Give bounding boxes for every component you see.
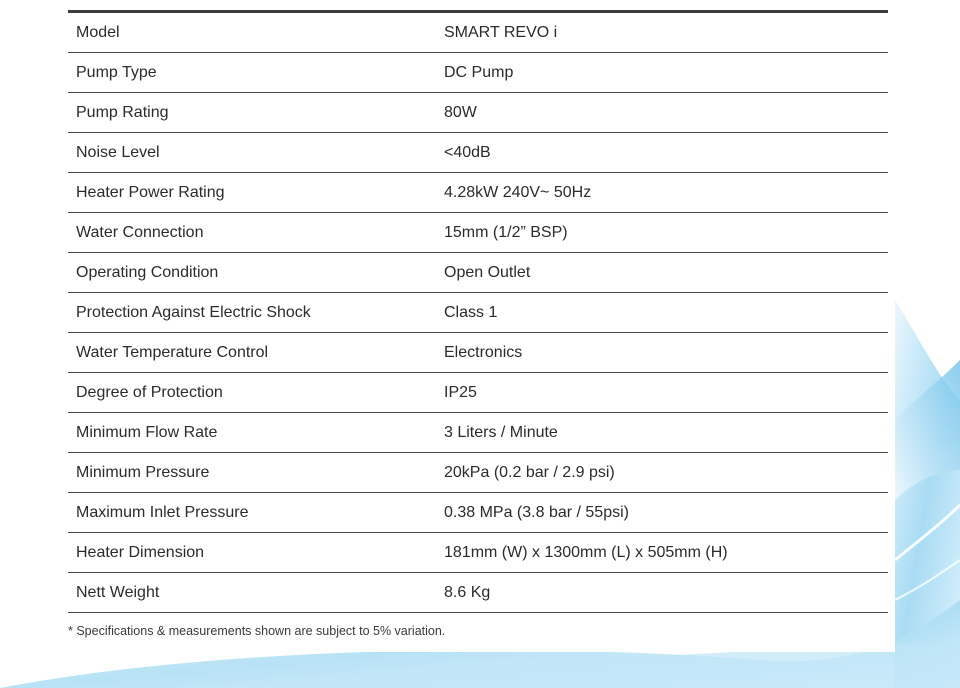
spec-value: 80W (444, 103, 477, 121)
spec-value: <40dB (444, 143, 491, 161)
spec-label: Noise Level (76, 143, 160, 161)
spec-value: SMART REVO i (444, 23, 558, 41)
table-row (68, 413, 888, 453)
table-row (68, 213, 888, 253)
table-row (68, 573, 888, 613)
table-row (68, 493, 888, 533)
spec-label: Protection Against Electric Shock (76, 303, 311, 321)
spec-value: DC Pump (444, 63, 514, 81)
spec-label: Heater Dimension (76, 543, 205, 561)
spec-value: 8.6 Kg (444, 583, 491, 601)
spec-label: Water Temperature Control (76, 343, 269, 361)
table-row (68, 173, 888, 213)
spec-label: Minimum Pressure (76, 463, 210, 481)
table-row (68, 333, 888, 373)
table-row (68, 533, 888, 573)
spec-label: Operating Condition (76, 263, 219, 281)
spec-value: 15mm (1/2” BSP) (444, 223, 568, 241)
spec-value: 3 Liters / Minute (444, 423, 558, 441)
spec-label: Maximum Inlet Pressure (76, 503, 249, 521)
spec-value: IP25 (444, 383, 477, 401)
spec-value: Electronics (444, 343, 523, 361)
table-row (68, 453, 888, 493)
table-row (68, 373, 888, 413)
spec-value: 181mm (W) x 1300mm (L) x 505mm (H) (444, 543, 728, 561)
table-row (68, 253, 888, 293)
spec-label: Minimum Flow Rate (76, 423, 218, 441)
spec-label: Model (76, 23, 120, 41)
specifications-table (68, 10, 888, 613)
spec-label: Degree of Protection (76, 383, 223, 401)
spec-label: Pump Type (76, 63, 157, 81)
table-row (68, 93, 888, 133)
spec-value: 0.38 MPa (3.8 bar / 55psi) (444, 503, 629, 521)
spec-value: 4.28kW 240V~ 50Hz (444, 183, 592, 201)
spec-label: Heater Power Rating (76, 183, 225, 201)
table-row (68, 133, 888, 173)
spec-value: Open Outlet (444, 263, 531, 281)
table-row (68, 53, 888, 93)
spec-value: Class 1 (444, 303, 498, 321)
table-row (68, 293, 888, 333)
spec-label: Water Connection (76, 223, 204, 241)
spec-label: Nett Weight (76, 583, 160, 601)
table-row (68, 13, 888, 53)
spec-value: 20kPa (0.2 bar / 2.9 psi) (444, 463, 615, 481)
footnote: * Specifications & measurements shown are subject to 5% variation. (68, 624, 446, 638)
spec-label: Pump Rating (76, 103, 169, 121)
